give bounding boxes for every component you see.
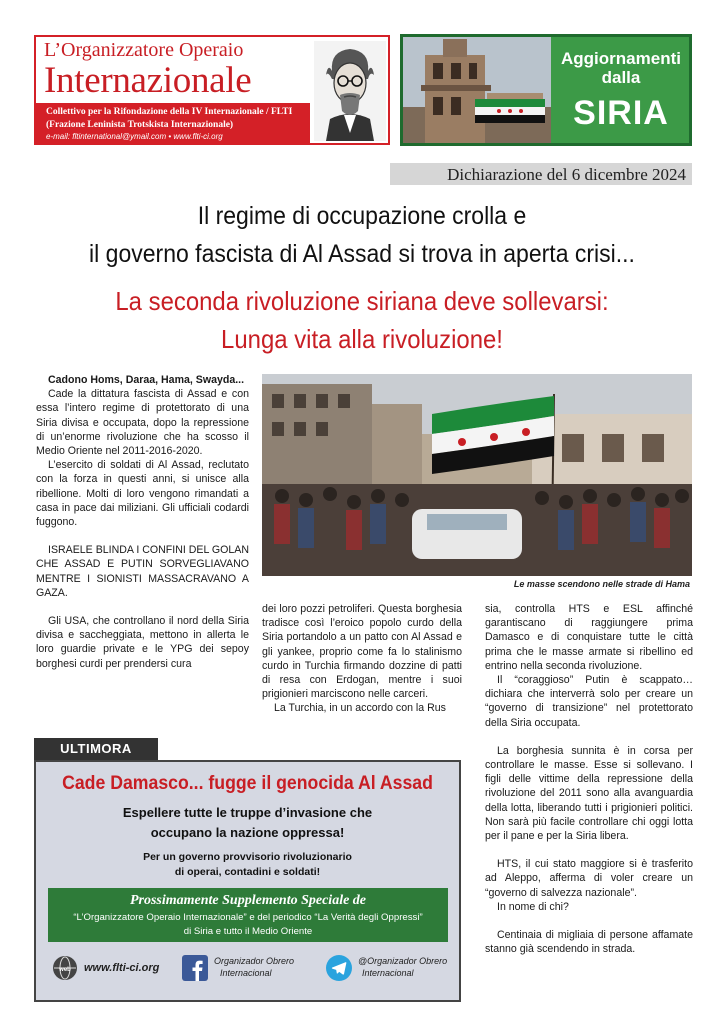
- telegram-name-line2[interactable]: Internacional: [362, 968, 414, 978]
- paragraph: sia, controlla HTS e ESL affinché garantiscano di raggiungere prima Damasco e di conquistare tutte le città prima che le masse armate si ribellino ed entrino nella seconda rivoluzione.: [485, 603, 693, 672]
- website-link[interactable]: www.flti-ci.org: [84, 962, 160, 974]
- portrait-illustration: [314, 41, 386, 141]
- paragraph: Il “coraggioso” Putin è scappato… dichiara che interverrà solo per creare un “governo di transizione” nel protettorato della Siria occupata.: [485, 674, 693, 729]
- syria-updates-box: [400, 34, 692, 146]
- masthead-email-line: e-mail: fltinternational@ymail.com • www.flti-ci.org: [46, 132, 223, 141]
- web-icon-label: web: [59, 967, 71, 973]
- paragraph: HTS, il cui stato maggiore si è trasferito ad Aleppo, afferma di voler creare un “governo di salvezza nazionale”.: [485, 858, 693, 899]
- updates-line3: SIRIA: [573, 94, 669, 132]
- article-column-2: [262, 602, 462, 716]
- photo-caption: Le masse scendono nelle strade di Hama: [513, 579, 690, 589]
- masthead-subtitle-line2: (Frazione Leninista Trotskista Internazionale): [46, 120, 234, 130]
- paragraph: La borghesia sunnita è in corsa per controllare le masse. Esse si sollevano. I figli delle vittime della repressione della rivoluzione del 2011 sono alla avanguardia della lotta, liberando tutti i prigionieri politici. Non sarà più facile controllare chi oggi lotta per il pane e per la Siria libera.: [485, 744, 693, 843]
- tower-photo: [403, 37, 551, 143]
- headline-line2: il governo fascista di Al Assad si trova in aperta crisi...: [89, 240, 635, 268]
- crowd-photo: [262, 374, 692, 576]
- breaking-label: ULTIMORA: [60, 741, 132, 756]
- masthead: [34, 35, 390, 145]
- article-column-3: [485, 602, 693, 956]
- headline-line1: Il regime di occupazione crolla e: [197, 202, 527, 230]
- updates-line2: dalla: [601, 68, 641, 87]
- article-column-1: [36, 373, 249, 671]
- paragraph: Gli USA, che controllano il nord della Siria divisa e saccheggiata, mettono in allerta le loro guardie private e le YPG dei sepoy borghesi curdi per prendersi cura: [36, 615, 249, 670]
- date-banner: Dichiarazione del 6 dicembre 2024: [447, 165, 686, 184]
- facebook-name-line1[interactable]: Organizador Obrero: [214, 956, 295, 966]
- masthead-subtitle-line1: Collettivo per la Rifondazione della IV Internazionale / FLTI: [46, 107, 293, 117]
- updates-line1: Aggiornamenti: [561, 49, 681, 68]
- paragraph: Centinaia di migliaia di persone affamate stanno già scendendo in strada.: [485, 929, 693, 956]
- web-globe-icon: [52, 955, 78, 981]
- paragraph: La Turchia, in un accordo con la Rus: [274, 702, 446, 715]
- telegram-icon: [326, 955, 352, 981]
- paragraph: L’esercito di soldati di Al Assad, reclutato con la forza in questi anni, si unisce alla ribellione. Molti di loro vengono rimandati a casa in pace dai miliziani. Gli ufficiali codardi fuggono.: [36, 459, 249, 529]
- facebook-name-line2[interactable]: Internacional: [220, 968, 272, 978]
- lead-paragraph: Cadono Homs, Daraa, Hama, Swayda...: [48, 374, 245, 386]
- subheadline-line2: Lunga vita alla rivoluzione!: [221, 324, 503, 354]
- supplement-line2: di Siria e tutto il Medio Oriente: [183, 926, 313, 937]
- masthead-title-line1: L’Organizzatore Operaio: [44, 39, 244, 61]
- supplement-line1: “L’Organizzatore Operaio Internazionale” e del periodico “La Verità degli Oppressi”: [73, 912, 423, 923]
- paragraph: Cade la dittatura fascista di Assad e con essa l’intero regime di protettorato di una Siria divisa e occupata, dopo la repressione di un’enorme rivoluzione che ha scosso il Medio Oriente nel 2011-2016-2020.: [36, 388, 249, 458]
- telegram-name-line1[interactable]: @Organizador Obrero: [358, 956, 448, 966]
- breaking-line2: occupano la nazione oppressa!: [150, 825, 345, 840]
- breaking-line4: di operai, contadini e soldati!: [174, 866, 321, 878]
- breaking-line3: Per un governo provvisorio rivoluzionario: [143, 851, 352, 863]
- masthead-title-line2: Internazionale: [44, 60, 252, 101]
- breaking-headline: Cade Damasco... fugge il genocida Al Assad: [62, 773, 433, 794]
- paragraph: ISRAELE BLINDA I CONFINI DEL GOLAN CHE ASSAD E PUTIN SORVEGLIAVANO MENTRE I SIONISTI MASSACRAVANO A GAZA.: [36, 544, 249, 599]
- paragraph: In nome di chi?: [497, 900, 569, 913]
- facebook-icon: [182, 955, 208, 981]
- subheadline-line1: La seconda rivoluzione siriana deve sollevarsi:: [115, 286, 609, 316]
- supplement-title: Prossimamente Supplemento Speciale de: [129, 893, 367, 908]
- paragraph: dei loro pozzi petroliferi. Questa borghesia tradisce così l’eroico popolo curdo della Siria portandolo a un patto con Al Assad e gli yankee, proprio come fa lo stalinismo curdo in Turchia firmando dozzine di patti di resa con Erdogan, mentre i suoi prigionieri marciscono nelle carceri.: [262, 603, 462, 701]
- breaking-line1: Espellere tutte le truppe d’invasione che: [122, 805, 373, 820]
